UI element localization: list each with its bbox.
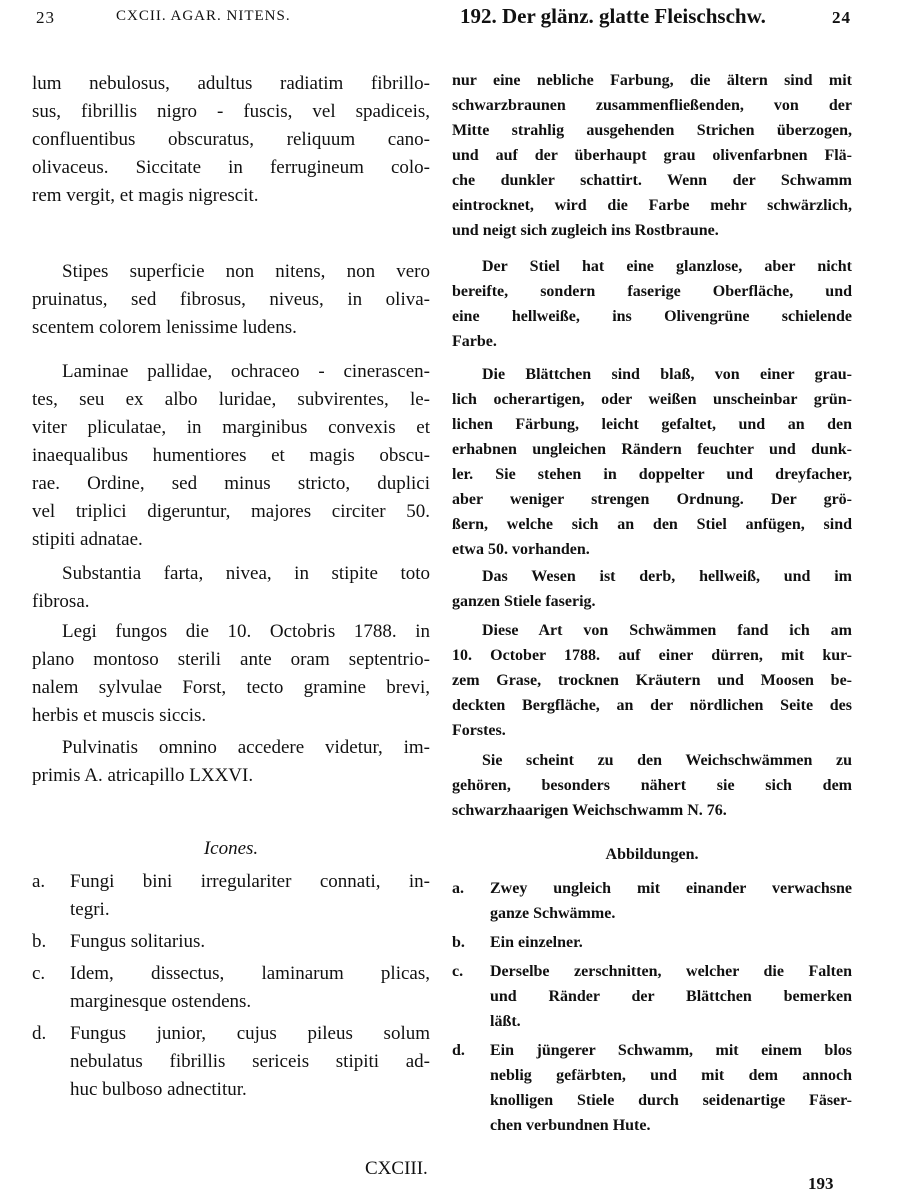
paragraph-legi xyxy=(32,618,430,730)
text-line: Fungus solitarius. xyxy=(70,931,206,952)
abbildungen-heading: Abbildungen. xyxy=(605,846,699,863)
text-line: Der Stiel hat eine glanzlose, aber nicht xyxy=(482,258,852,275)
text-line: Ein einzelner. xyxy=(490,934,583,951)
paragraph-diese xyxy=(452,618,852,743)
running-title-left: CXCII. AGAR. NITENS. xyxy=(116,8,291,24)
list-item xyxy=(452,1038,852,1138)
text-line: huc bulboso adnectitur. xyxy=(70,1079,247,1100)
list-marker: d. xyxy=(452,1042,465,1059)
text-line: marginesque ostendens. xyxy=(70,991,252,1012)
text-line: ler. Sie stehen in doppelter und dreyfacher, xyxy=(452,466,852,483)
text-line: nur eine nebliche Farbung, die ältern sind mit xyxy=(452,72,852,89)
text-line: viter pliculatae, in marginibus convexis et xyxy=(32,417,430,438)
list-item xyxy=(452,876,852,926)
text-line: tegri. xyxy=(70,899,110,920)
paragraph xyxy=(452,68,852,243)
paragraph-sie-scheint xyxy=(452,748,852,823)
text-line: knolligen Stiele durch seidenartige Fäser- xyxy=(490,1092,852,1109)
text-line: nebulatus fibrillis sericeis stipiti ad- xyxy=(70,1051,430,1072)
text-line: neblig gefärbten, und mit dem annoch xyxy=(490,1067,852,1084)
text-line: chen verbundnen Hute. xyxy=(490,1117,651,1134)
text-line: Die Blättchen sind blaß, von einer grau- xyxy=(482,366,852,383)
text-line: und auf der überhaupt grau olivenfarbnen Flä- xyxy=(452,147,852,164)
text-line: und Ränder der Blättchen bemerken xyxy=(490,988,852,1005)
text-line: eintrocknet, wird die Farbe mehr schwärzlich, xyxy=(452,197,852,214)
text-line: scentem colorem lenissime ludens. xyxy=(32,317,297,338)
icones-list xyxy=(32,868,430,1108)
list-marker: d. xyxy=(32,1023,47,1044)
text-line: herbis et muscis siccis. xyxy=(32,705,207,726)
paragraph-blaettchen xyxy=(452,362,852,562)
text-line: schwarzhaarigen Weichschwamm N. 76. xyxy=(452,802,727,819)
text-line: confluentibus obscuratus, reliquum cano- xyxy=(32,129,430,150)
text-line: sus, fibrillis nigro - fuscis, vel spadiceis, xyxy=(32,101,430,122)
paragraph-wesen xyxy=(452,564,852,614)
page-number-right: 24 xyxy=(832,8,851,27)
list-item xyxy=(32,1020,430,1104)
text-line: Pulvinatis omnino accedere videtur, im- xyxy=(62,737,430,758)
text-line: 10. October 1788. auf einer dürren, mit kur- xyxy=(452,647,852,664)
text-line: lum nebulosus, adultus radiatim fibrillo- xyxy=(32,73,430,94)
text-line: erhabnen ungleichen Rändern feuchter und dunk- xyxy=(452,441,852,458)
paragraph-stipes xyxy=(32,258,430,342)
text-line: Stipes superficie non nitens, non vero xyxy=(62,261,430,282)
text-line: Forstes. xyxy=(452,722,506,739)
text-line: lichen Färbung, leicht gefaltet, und an den xyxy=(452,416,852,433)
text-line: rem vergit, et magis nigrescit. xyxy=(32,185,259,206)
list-item xyxy=(452,959,852,1034)
text-line: inaequalibus humentiores et magis obscu- xyxy=(32,445,430,466)
text-line: Mitte strahlig ausgehenden Strichen überzogen, xyxy=(452,122,852,139)
page-number-left: 23 xyxy=(36,8,55,27)
list-item xyxy=(32,868,430,924)
text-line: rae. Ordine, sed minus stricto, duplici xyxy=(32,473,430,494)
text-line: gehören, besonders nähert sie sich dem xyxy=(452,777,852,794)
icones-heading: Icones. xyxy=(203,838,259,859)
text-line: läßt. xyxy=(490,1013,521,1030)
list-item xyxy=(452,930,852,955)
paragraph-stiel xyxy=(452,254,852,354)
text-line: ganze Schwämme. xyxy=(490,905,616,922)
text-line: nalem sylvulae Forst, tecto gramine brevi, xyxy=(32,677,430,698)
list-marker: b. xyxy=(452,934,465,951)
text-line: Sie scheint zu den Weichschwämmen zu xyxy=(482,752,852,769)
text-line: plano montoso sterili ante oram septentrio- xyxy=(32,649,430,670)
text-line: etwa 50. vorhanden. xyxy=(452,541,590,558)
text-line: Idem, dissectus, laminarum plicas, xyxy=(70,963,430,984)
list-item xyxy=(32,928,430,956)
text-line: ßern, welche sich an den Stiel anfügen, sind xyxy=(452,516,852,533)
text-line: Ein jüngerer Schwamm, mit einem blos xyxy=(490,1042,852,1059)
text-line: Diese Art von Schwämmen fand ich am xyxy=(482,622,852,639)
signature-page-number: 193 xyxy=(808,1174,834,1193)
text-line: Laminae pallidae, ochraceo - cinerascen- xyxy=(62,361,430,382)
paragraph-pulvinatis xyxy=(32,734,430,790)
list-marker: a. xyxy=(32,871,46,892)
text-line: Farbe. xyxy=(452,333,497,350)
abbildungen-list xyxy=(452,876,852,1142)
text-line: primis A. atricapillo LXXVI. xyxy=(32,765,254,786)
list-marker: b. xyxy=(32,931,47,952)
text-line: aber weniger strengen Ordnung. Der grö- xyxy=(452,491,852,508)
text-line: schwarzbraunen zusammenfließenden, von der xyxy=(452,97,852,114)
text-line: Fungi bini irregulariter connati, in- xyxy=(70,871,430,892)
text-line: und neigt sich zugleich ins Rostbraune. xyxy=(452,222,719,239)
text-line: Zwey ungleich mit einander verwachsne xyxy=(490,880,852,897)
text-line: bereifte, sondern faserige Oberfläche, und xyxy=(452,283,852,300)
text-line: olivaceus. Siccitate in ferrugineum colo- xyxy=(32,157,430,178)
running-title-right: 192. Der glänz. glatte Fleischschw. xyxy=(460,4,766,28)
text-line: lich ocherartigen, oder weißen unscheinbar grün- xyxy=(452,391,852,408)
text-line: Substantia farta, nivea, in stipite toto xyxy=(62,563,430,584)
text-line: eine hellweiße, ins Olivengrüne schielende xyxy=(452,308,852,325)
paragraph-laminae xyxy=(32,358,430,554)
paragraph xyxy=(32,70,430,210)
text-line: ganzen Stiele faserig. xyxy=(452,593,596,610)
text-line: Legi fungos die 10. Octobris 1788. in xyxy=(62,621,430,642)
text-line: che dunkler schattirt. Wenn der Schwamm xyxy=(452,172,852,189)
text-line: pruinatus, sed fibrosus, niveus, in oliva- xyxy=(32,289,430,310)
text-line: Fungus junior, cujus pileus solum xyxy=(70,1023,430,1044)
text-line: zem Grase, trocknen Kräutern und Moosen be- xyxy=(452,672,852,689)
paragraph-substantia xyxy=(32,560,430,616)
list-marker: c. xyxy=(452,963,464,980)
list-marker: c. xyxy=(32,963,46,984)
text-line: vel triplici digeruntur, majores circiter 50. xyxy=(32,501,430,522)
signature-mark: CXCIII. xyxy=(365,1158,428,1179)
text-line: Das Wesen ist derb, hellweiß, und im xyxy=(482,568,852,585)
text-line: stipiti adnatae. xyxy=(32,529,143,550)
text-line: deckten Bergfläche, an der nördlichen Seite des xyxy=(452,697,852,714)
list-marker: a. xyxy=(452,880,464,897)
text-line: Derselbe zerschnitten, welcher die Falten xyxy=(490,963,852,980)
text-line: tes, seu ex albo luridae, subvirentes, le- xyxy=(32,389,430,410)
text-line: fibrosa. xyxy=(32,591,90,612)
list-item xyxy=(32,960,430,1016)
